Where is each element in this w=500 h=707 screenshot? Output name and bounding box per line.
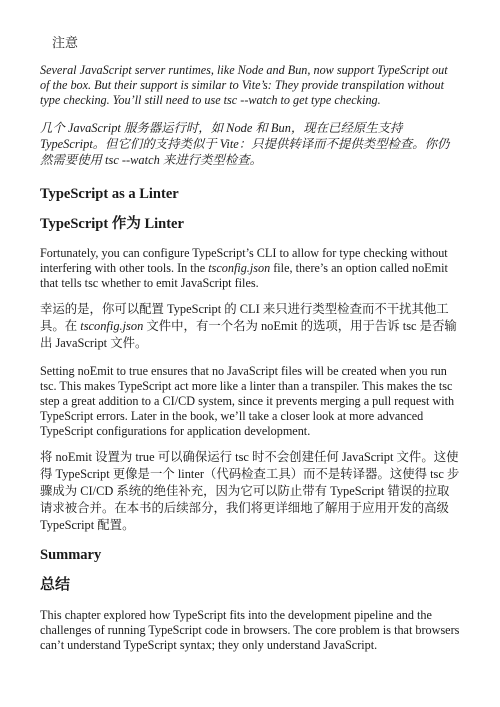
text-run: 文件中，有一个名为 noEmit 的选项，用于告诉 tsc 是否输出 JavaScript 文件。 xyxy=(40,319,457,350)
note-heading: 注意 xyxy=(52,36,79,51)
text-run: file, there’s an option called noEmit that tells tsc whether to emit JavaScript files. xyxy=(40,261,448,290)
summary-paragraph-1-en: This chapter explored how TypeScript fits into the development pipeline and the challenges of running TypeScript code in browsers. The core problem is that browsers can’t understand TypeScript syntax; they only understand JavaScript. xyxy=(40,608,460,652)
linter-paragraph-1-zh xyxy=(40,301,460,352)
summary-heading-zh: 总结 xyxy=(40,575,71,593)
text-run: 幸运的是，你可以配置 TypeScript 的 CLI 来只进行类型检查而不干扰其他工具。在 xyxy=(40,302,449,333)
note-text-en: Several JavaScript server runtimes, like Node and Bun, now support TypeScript out of the box. But their support is similar to Vite’s: They provide transpilation without type checking. You’ll still need to use tsc --watch to get type checking. xyxy=(40,63,448,107)
linter-heading-zh: TypeScript 作为 Linter xyxy=(40,216,184,232)
filename-italic: tsconfig.json xyxy=(208,261,271,275)
note-text-zh: 几个 JavaScript 服务器运行时，如 Node 和 Bun，现在已经原生支持 TypeScript。但它们的支持类似于 Vite：只提供转译而不提供类型检查。你仍然需要使用 tsc --watch 来进行类型检查。 xyxy=(40,121,450,167)
linter-heading-en: TypeScript as a Linter xyxy=(40,186,179,202)
linter-paragraph-1-en xyxy=(40,246,460,291)
text-run: Fortunately, you can configure TypeScript’s CLI to allow for type checking without interfering with other tools. In the xyxy=(40,246,448,275)
linter-paragraph-2-zh: 将 noEmit 设置为 true 可以确保运行 tsc 时不会创建任何 JavaScript 文件。这使得 TypeScript 更像是一个 linter（代码检查工具）而不是转译器。这使得 tsc 步骤成为 CI/CD 系统的绝佳补充，因为它可以防止带有 TypeScript 错误的拉取请求被合并。在本书的后续部分，我们将更详细地了解用于应用开发的高级 TypeScript 配置。 xyxy=(40,450,460,532)
filename-italic: tsconfig.json xyxy=(80,319,144,333)
linter-paragraph-2-en: Setting noEmit to true ensures that no JavaScript files will be created when you run tsc. This makes TypeScript act more like a linter than a transpiler. This makes the tsc step a great addition to a CI/CD system, since it prevents merging a pull request with TypeScript errors. Later in the book, we’ll take a closer look at more advanced TypeScript configurations for application development. xyxy=(40,364,455,438)
summary-heading-en: Summary xyxy=(40,547,102,563)
